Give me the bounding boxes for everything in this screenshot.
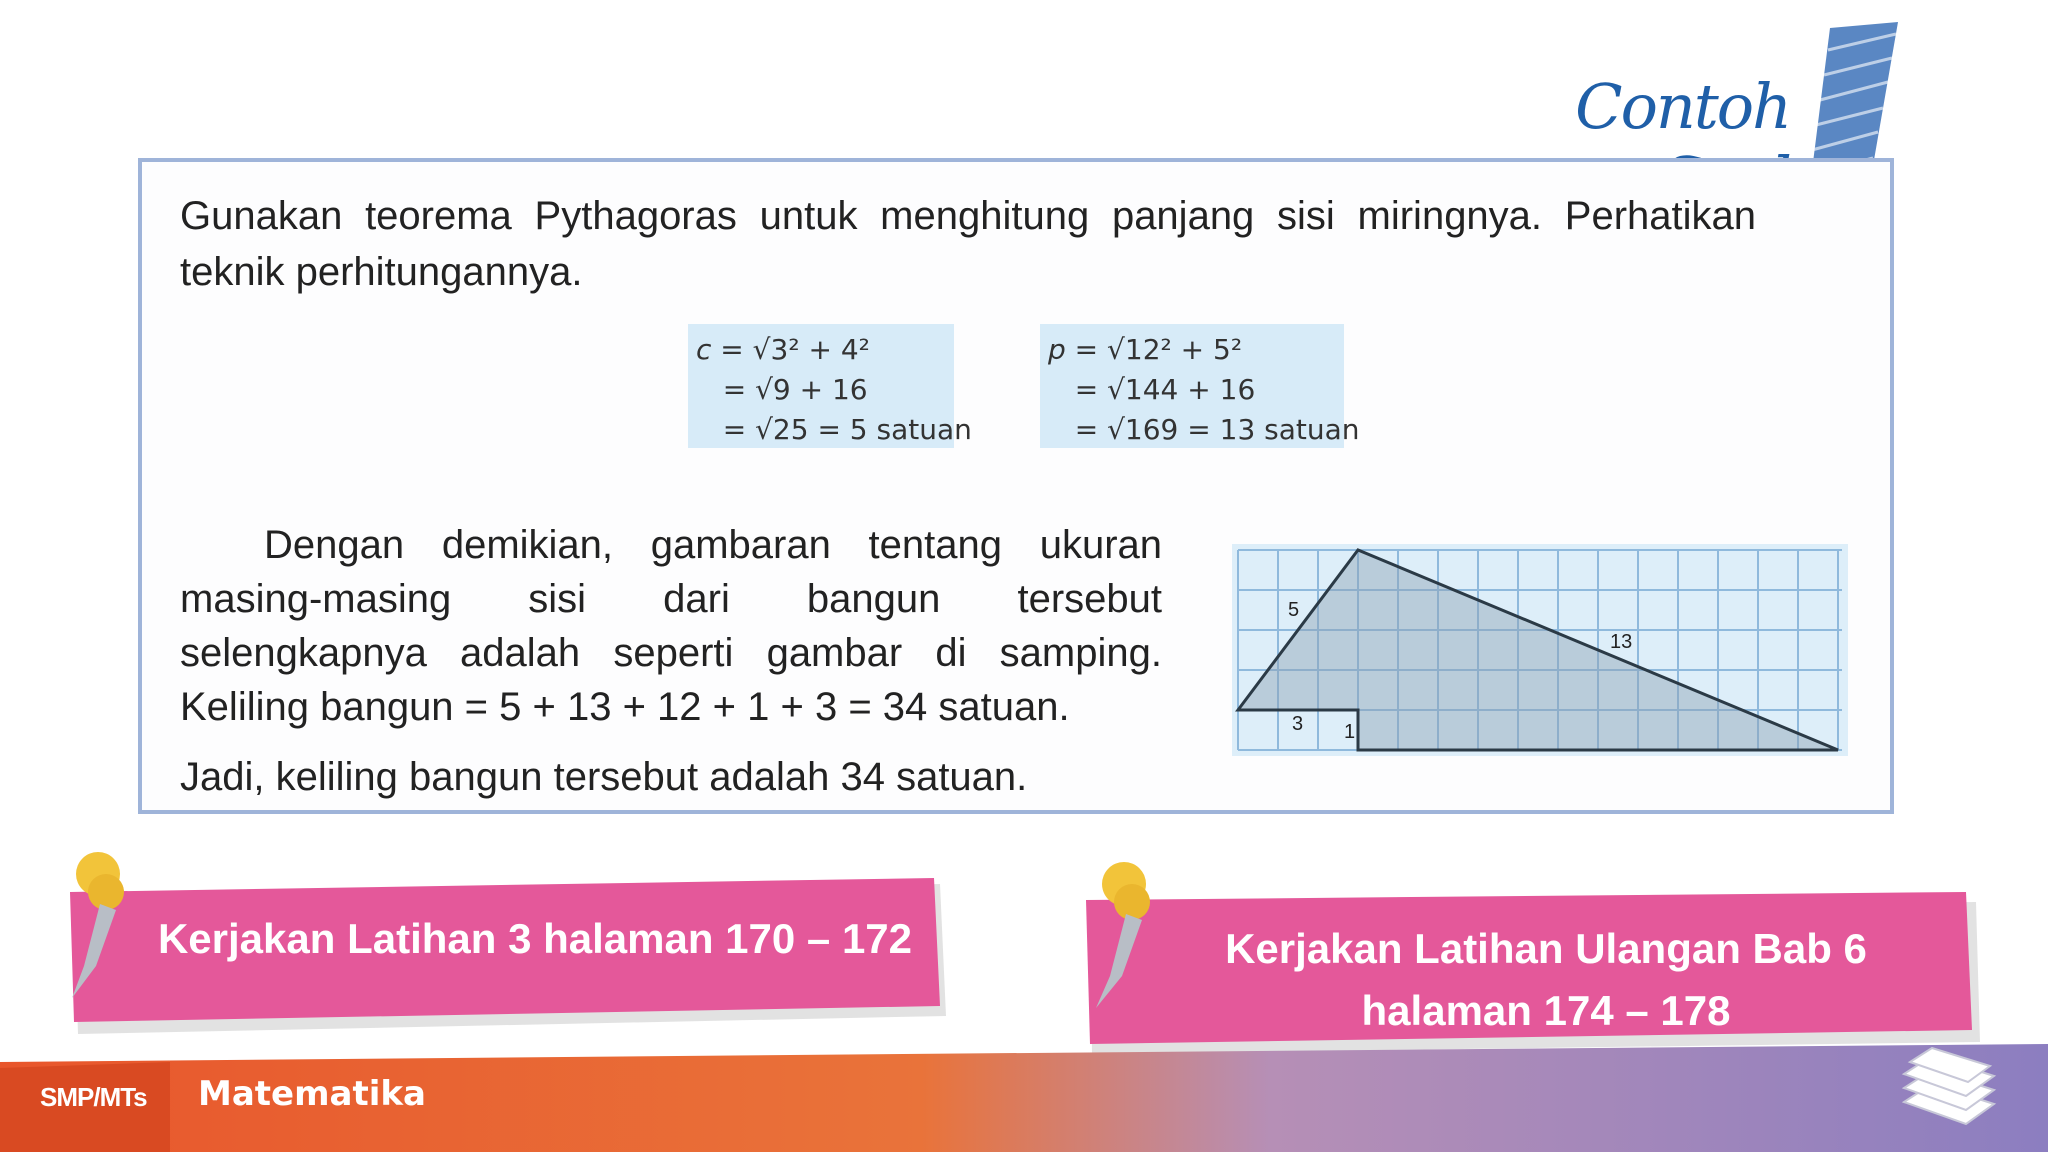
task-banner-left (50, 848, 950, 1038)
calc-p-rhs-3: √169 = 13 satuan (1107, 413, 1360, 446)
explanation-line-2: masing-masing sisi dari bangun tersebut (180, 577, 1162, 621)
task-right-text (1156, 918, 1936, 1042)
explanation-line-4: Keliling bangun = 5 + 13 + 12 + 1 + 3 = 34 satuan. (180, 685, 1070, 729)
calc-c-lhs-3: = (722, 413, 747, 446)
calc-p-lhs-2: = (1074, 373, 1099, 406)
intro-paragraph: Gunakan teorema Pythagoras untuk menghitung panjang sisi miringnya. Perhatikan teknik perhitungannya. (180, 194, 1756, 294)
calculation-c (688, 324, 972, 448)
label-side-3: 3 (1292, 713, 1304, 735)
calc-c-rhs-1: √3² + 4² (752, 333, 870, 366)
task-banner-right (1076, 858, 1982, 1058)
calc-p-rhs-1: √12² + 5² (1107, 333, 1243, 366)
calc-p-lhs-3: = (1074, 413, 1099, 446)
calculation-p (1040, 324, 1360, 448)
calc-c-lhs-2: = (722, 373, 747, 406)
calc-p-lhs-1: p = (1048, 333, 1099, 366)
calc-c-lhs-1: c = (696, 333, 744, 366)
slide-title: Contoh (1575, 70, 1790, 143)
footer-level: SMP/MTs (40, 1082, 147, 1112)
label-side-13: 13 (1610, 631, 1633, 653)
explanation-line-1: Dengan demikian, gambaran tentang ukuran (264, 523, 1162, 567)
task-left-text: Kerjakan Latihan 3 halaman 170 – 172 (157, 915, 913, 962)
calc-c-rhs-2: √9 + 16 (755, 373, 868, 406)
label-side-1: 1 (1344, 721, 1356, 743)
explanation-paragraph (180, 518, 1162, 734)
footer-subject: Matematika (198, 1074, 426, 1114)
explanation-line-3: selengkapnya adalah seperti gambar di samping. (180, 631, 1162, 675)
calc-p-rhs-2: √144 + 16 (1107, 373, 1256, 406)
label-side-5: 5 (1288, 599, 1300, 621)
books-icon (1896, 1040, 2000, 1134)
task-right-line-1: Kerjakan Latihan Ulangan Bab 6 (1225, 925, 1867, 972)
calc-c-rhs-3: √25 = 5 satuan (755, 413, 972, 446)
grid-figure (1232, 544, 1848, 756)
task-right-line-2: halaman 174 – 178 (1361, 987, 1731, 1034)
conclusion-text: Jadi, keliling bangun tersebut adalah 34 satuan. (180, 755, 1028, 799)
